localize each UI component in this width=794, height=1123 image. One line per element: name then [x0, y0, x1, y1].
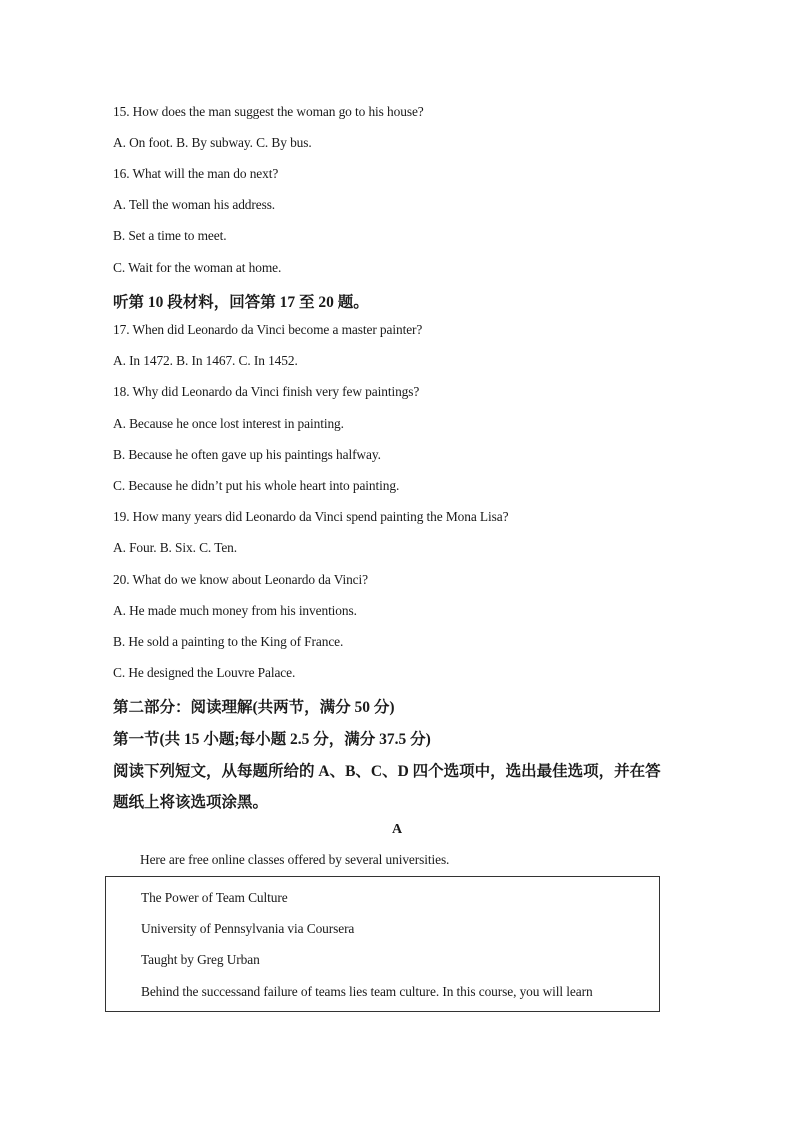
- options-15: A. On foot. B. By subway. C. By bus.: [113, 135, 312, 150]
- reading-instruction-line1: 阅读下列短文，从每题所给的 A、B、C、D 四个选项中，选出最佳选项，并在答: [113, 763, 661, 780]
- options-17: A. In 1472. B. In 1467. C. In 1452.: [113, 353, 298, 368]
- question-18: 18. Why did Leonardo da Vinci finish very few paintings?: [113, 384, 420, 399]
- section-one-heading: 第一节(共 15 小题;每小题 2.5 分，满分 37.5 分): [113, 731, 431, 748]
- option-20a: A. He made much money from his inventions.: [113, 603, 357, 618]
- option-18a: A. Because he once lost interest in painting.: [113, 416, 344, 431]
- option-16b: B. Set a time to meet.: [113, 228, 227, 243]
- question-19: 19. How many years did Leonardo da Vinci spend painting the Mona Lisa?: [113, 509, 509, 524]
- option-16c: C. Wait for the woman at home.: [113, 260, 282, 275]
- passage-label: A: [391, 822, 403, 837]
- course-description: Behind the successand failure of teams lies team culture. In this course, you will learn: [141, 984, 593, 999]
- reading-instruction-line2: 题纸上将该选项涂黑。: [113, 794, 269, 811]
- course-university: University of Pennsylvania via Coursera: [141, 921, 355, 936]
- options-19: A. Four. B. Six. C. Ten.: [113, 540, 238, 555]
- course-instructor: Taught by Greg Urban: [141, 952, 260, 967]
- question-16: 16. What will the man do next?: [113, 166, 279, 181]
- section-instruction: 听第 10 段材料，回答第 17 至 20 题。: [113, 294, 369, 311]
- question-15: 15. How does the man suggest the woman go to his house?: [113, 104, 424, 119]
- option-16a: A. Tell the woman his address.: [113, 197, 276, 212]
- option-18b: B. Because he often gave up his paintings halfway.: [113, 447, 381, 462]
- question-20: 20. What do we know about Leonardo da Vinci?: [113, 572, 368, 587]
- course-box: [105, 876, 660, 1012]
- course-title: The Power of Team Culture: [141, 890, 288, 905]
- question-17: 17. When did Leonardo da Vinci become a master painter?: [113, 322, 423, 337]
- option-18c: C. Because he didn’t put his whole heart into painting.: [113, 478, 400, 493]
- passage-intro: Here are free online classes offered by several universities.: [140, 852, 450, 867]
- option-20b: B. He sold a painting to the King of France.: [113, 634, 344, 649]
- part-two-heading: 第二部分：阅读理解(共两节，满分 50 分): [113, 699, 395, 716]
- option-20c: C. He designed the Louvre Palace.: [113, 665, 296, 680]
